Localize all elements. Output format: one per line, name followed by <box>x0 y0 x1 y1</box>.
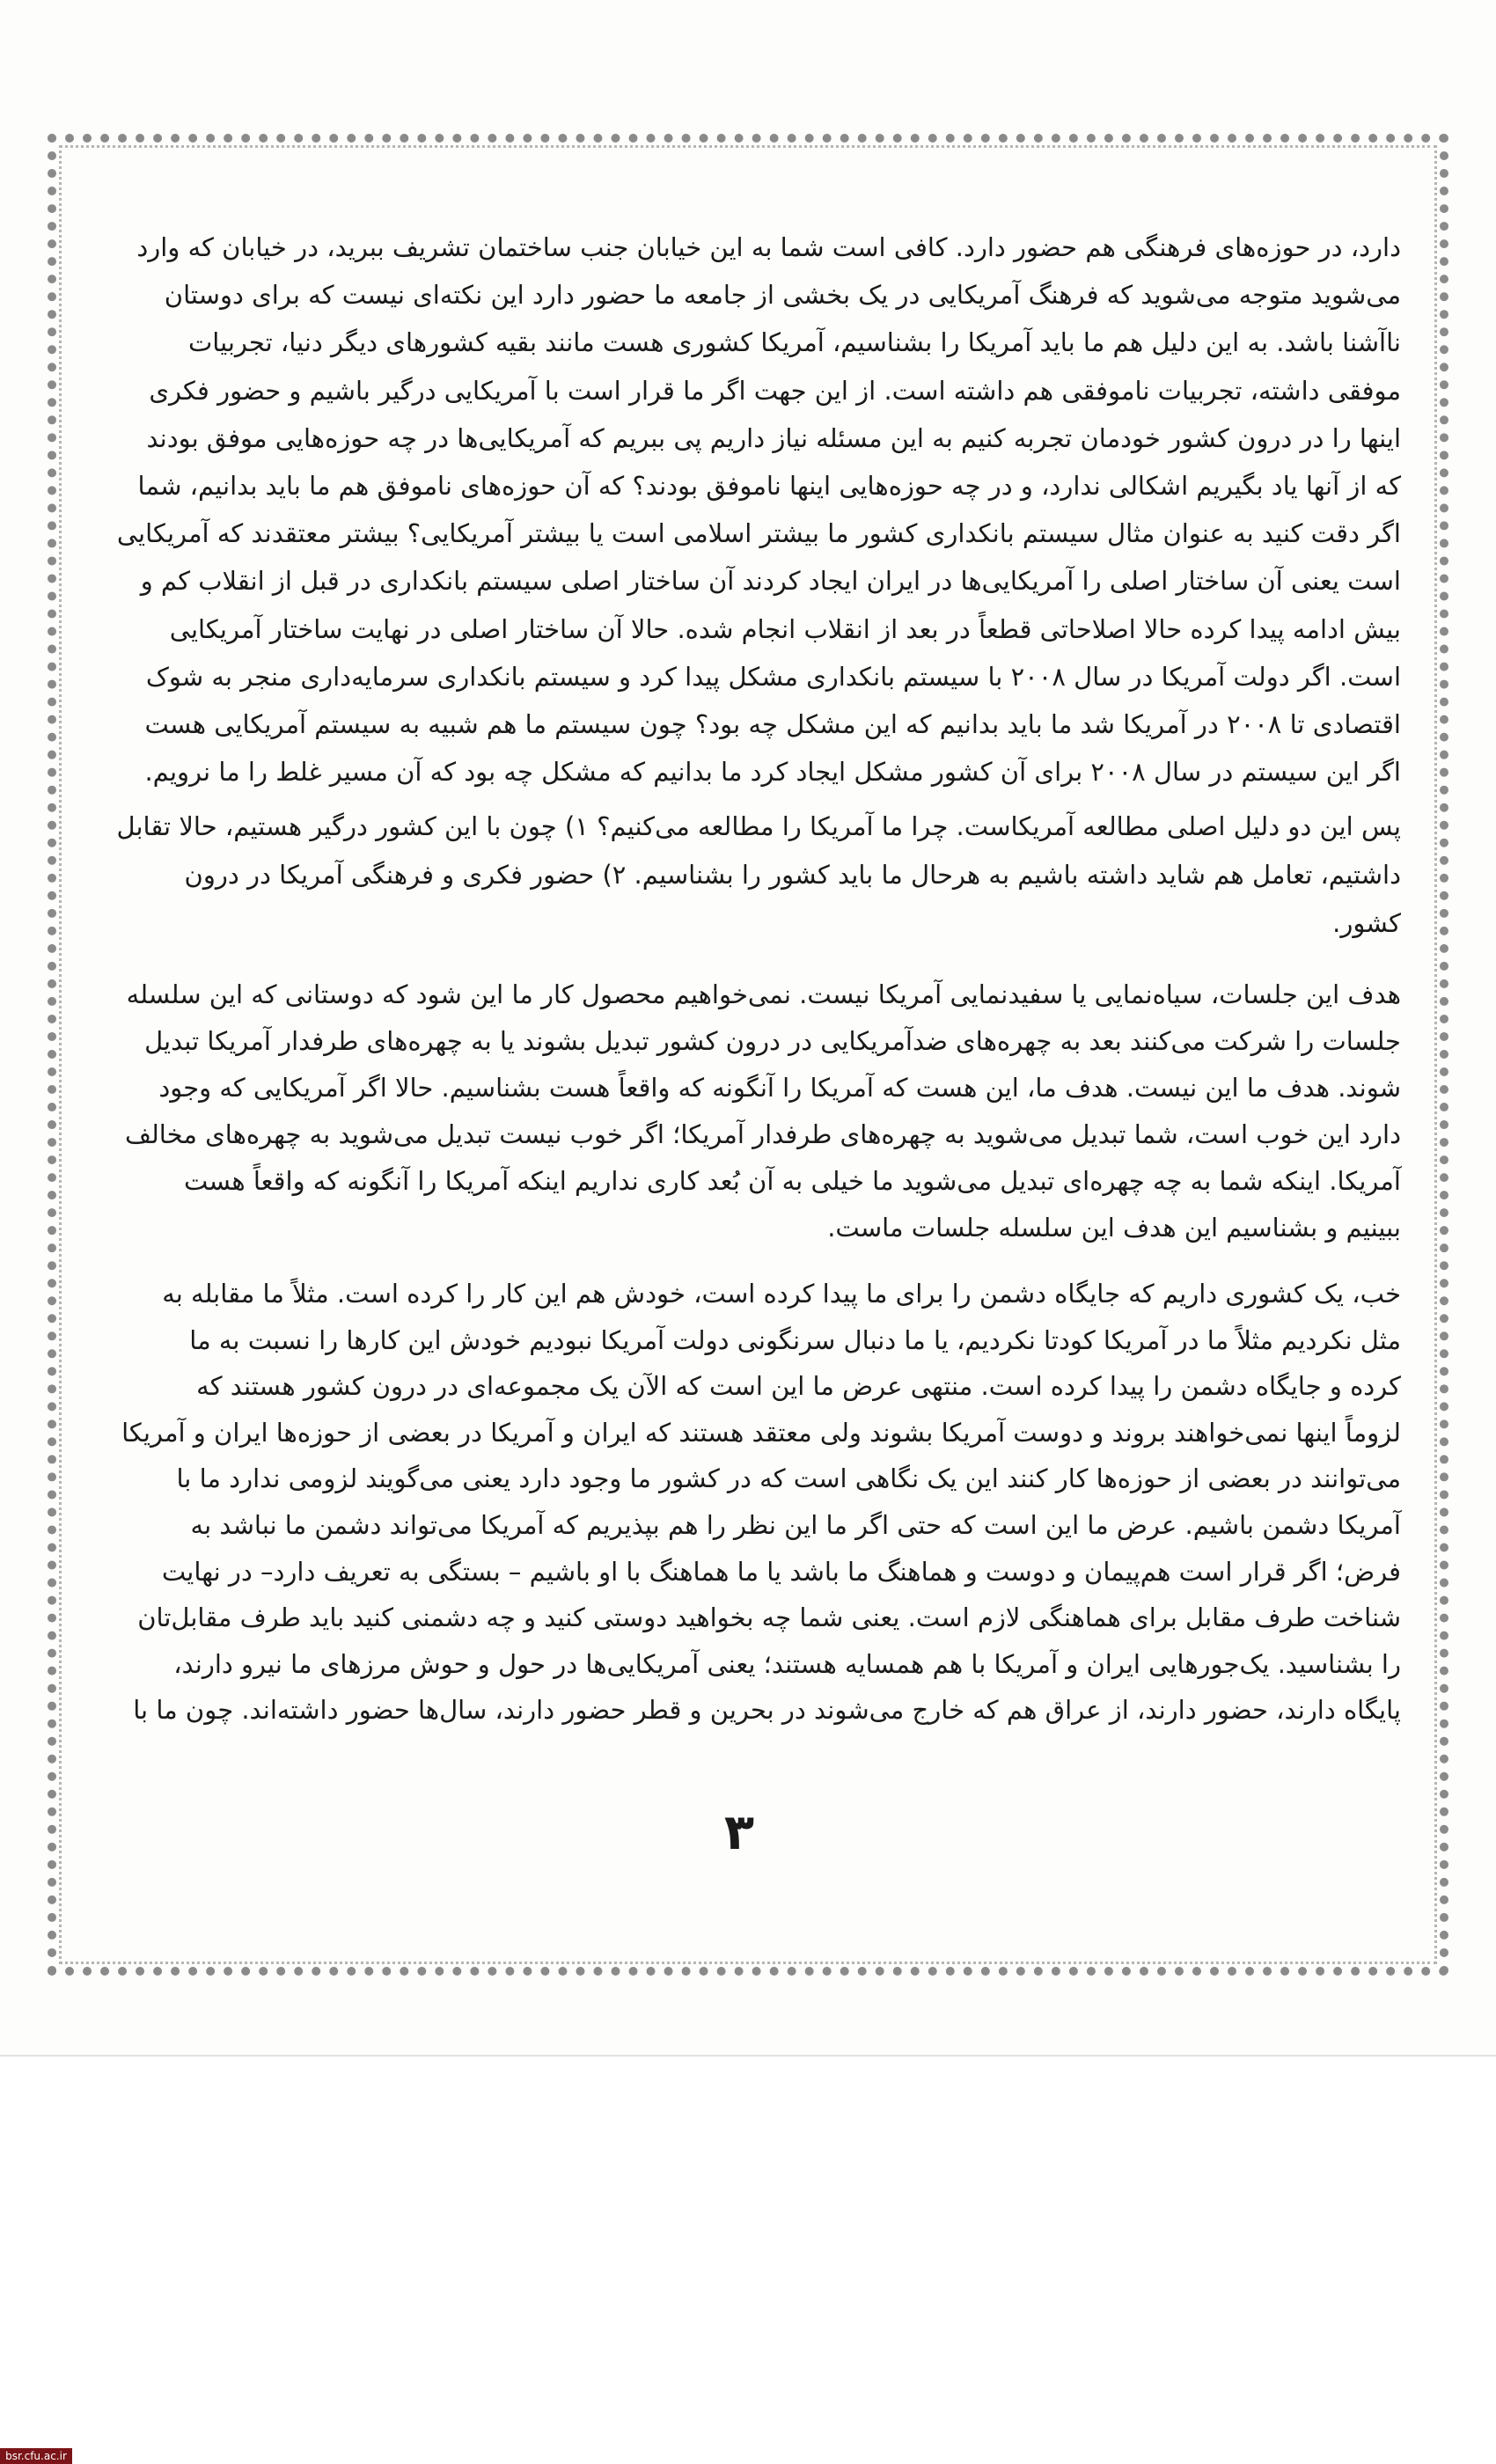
text-line: است یعنی آن ساختار اصلی را آمریکایی‌ها در ایران ایجاد کردند آن ساختار اصلی سیستم بانکداری در قبل از انقلاب کم و <box>140 566 1401 597</box>
paragraph-3 <box>124 972 1401 1251</box>
text-line: کشور. <box>1332 908 1401 938</box>
text-line: داشتیم، تعامل هم شاید داشته باشیم به هرحال ما باید کشور را بشناسیم. ۲) حضور فکری و فرهنگی آمریکا در درون <box>184 860 1401 890</box>
text-line: ناآشنا باشد. به این دلیل هم ما باید آمریکا را بشناسیم، آمریکا کشوری هست مانند بقیه کشورهای دیگر دنیا، تجربیات <box>187 327 1401 358</box>
paragraph-1 <box>116 224 1401 796</box>
text-line: پس این دو دلیل اصلی مطالعه آمریکاست. چرا ما آمریکا را مطالعه می‌کنیم؟ ۱) چون با این کشور درگیر هستیم، حالا تقابل <box>116 811 1401 841</box>
text-line: اگر این سیستم در سال ۲۰۰۸ برای آن کشور مشکل ایجاد کرد ما بدانیم که مشکل چه بود که آن مسیر غلط را ما نرویم. <box>144 757 1401 788</box>
text-line: شناخت طرف مقابل برای هماهنگی لازم است. یعنی شما چه بخواهید دوستی کنید و چه دشمنی کنید باید طرف مقابل‌تان <box>137 1602 1401 1633</box>
text-line: ببینیم و بشناسیم این هدف این سلسله جلسات ماست. <box>827 1213 1401 1243</box>
paragraph-4 <box>121 1271 1401 1734</box>
text-line: آمریکا دشمن باشیم. عرض ما این است که حتی اگر ما این نظر را هم بپذیریم که آمریکا می‌تواند دشمن ما نباشد به <box>190 1509 1401 1540</box>
text-line: که از آنها یاد بگیریم اشکالی ندارد، و در چه حوزه‌هایی اینها ناموفق بودند؟ که آن حوزه‌های ناموفق هم ما باید بدانیم، شما <box>137 470 1401 501</box>
text-line: موفقی داشته، تجربیات ناموفقی هم داشته است. از این جهت اگر ما قرار است با آمریکایی درگیر باشیم و حضور فکری <box>149 375 1401 406</box>
text-line: دارد، در حوزه‌های فرهنگی هم حضور دارد. کافی است شما به این خیابان جنب ساختمان تشریف ببرید، در خیابان که وارد <box>136 232 1401 262</box>
text-line: جلسات را شرکت می‌کنند بعد به چهره‌های ضدآمریکایی در درون کشور تبدیل بشوند یا به چهره‌های طرفدار آمریکا تبدیل <box>144 1026 1401 1056</box>
text-line: اگر دقت کنید به عنوان مثال سیستم بانکداری کشور ما بیشتر اسلامی است یا بیشتر آمریکایی؟ بیشتر معتقدند که آمریکایی <box>116 518 1401 549</box>
paragraph-2 <box>116 803 1401 948</box>
text-line: آمریکا. اینکه شما به چه چهره‌ای تبدیل می‌شوید ما خیلی به آن بُعد کاری نداریم اینکه آمریکا را آنگونه که واقعاً هست <box>183 1166 1401 1196</box>
text-line: فرض؛ اگر قرار است هم‌پیمان و دوست و هماهنگ ما باشد یا ما هماهنگ با او باشیم – بستگی به تعریف دارد– در نهایت <box>161 1556 1401 1587</box>
text-line: مثل نکردیم مثلاً ما در آمریکا کودتا نکردیم، یا ما دنبال سرنگونی دولت آمریکا نبودیم خودش این کارها را نسبت به ما <box>189 1324 1401 1355</box>
text-line: می‌شوید متوجه می‌شوید که فرهنگ آمریکایی در یک بخشی از جامعه ما حضور دارد این نکته‌ای نیست که برای دوستان <box>164 280 1401 311</box>
text-line: لزوماً اینها نمی‌خواهند بروند و دوست آمریکا بشوند ولی معتقد هستند که ایران و آمریکا در بعضی از حوزه‌ها ایران و آمریکا <box>121 1417 1401 1448</box>
text-line: را بشناسید. یک‌جورهایی ایران و آمریکا با هم همسایه هستند؛ یعنی آمریکایی‌ها در حول و حوش مرزهای ما نیرو دارند، <box>173 1648 1401 1679</box>
text-line: هدف این جلسات، سیاه‌نمایی یا سفیدنمایی آمریکا نیست. نمی‌خواهیم محصول کار ما این شود که دوستانی که این سلسله <box>126 979 1401 1009</box>
text-line: پایگاه دارند، حضور دارند، از عراق هم که خارج می‌شوند در بحرین و قطر حضور دارند، سال‌ها حضور داشته‌اند. چون ما با <box>133 1695 1401 1726</box>
text-line: می‌توانند در بعضی از حوزه‌ها کار کنند این یک نگاهی است که در کشور ما وجود دارد یعنی می‌گویند لزومی ندارد ما با <box>176 1463 1401 1494</box>
text-line: بیش ادامه پیدا کرده حالا اصلاحاتی قطعاً در بعد از انقلاب انجام شده. حالا آن ساختار اصلی در نهایت ساختار آمریکایی <box>169 613 1401 644</box>
text-line: دارد این خوب است، شما تبدیل می‌شوید به چهره‌های طرفدار آمریکا؛ اگر خوب نیست تبدیل می‌شوید به چهره‌های مخالف <box>124 1119 1401 1149</box>
text-line: است. اگر دولت آمریکا در سال ۲۰۰۸ با سیستم بانکداری مشکل پیدا کرد و سیستم بانکداری سرمایه‌داری منجر به شوک <box>145 661 1401 692</box>
text-line: کرده و جایگاه دشمن را پیدا کرده است. منتهی عرض ما این است که الآن یک مجموعه‌ای در درون کشور هستند که <box>196 1371 1401 1402</box>
text-line: اینها را در درون کشور خودمان تجربه کنیم به این مسئله نیاز داریم پی ببریم که آمریکایی‌ها در چه حوزه‌هایی موفق بودند <box>146 422 1401 453</box>
page-number: ۳ <box>723 1804 755 1861</box>
text-line: اقتصادی تا ۲۰۰۸ در آمریکا شد ما باید بدانیم که این مشکل چه بود؟ چون سیستم ما هم شبیه به سیستم آمریکایی هست <box>144 708 1401 739</box>
text-line: شوند. هدف ما این نیست. هدف ما، این هست که آمریکا را آنگونه که واقعاً هست بشناسیم. حالا اگر آمریکایی که وجود <box>158 1073 1401 1103</box>
site-watermark-link[interactable]: bsr.cfu.ac.ir <box>0 2448 72 2464</box>
text-line: خب، یک کشوری داریم که جایگاه دشمن را برای ما پیدا کرده است، خودش هم این کار را کرده است. مثلاً ما مقابله به <box>162 1279 1401 1309</box>
